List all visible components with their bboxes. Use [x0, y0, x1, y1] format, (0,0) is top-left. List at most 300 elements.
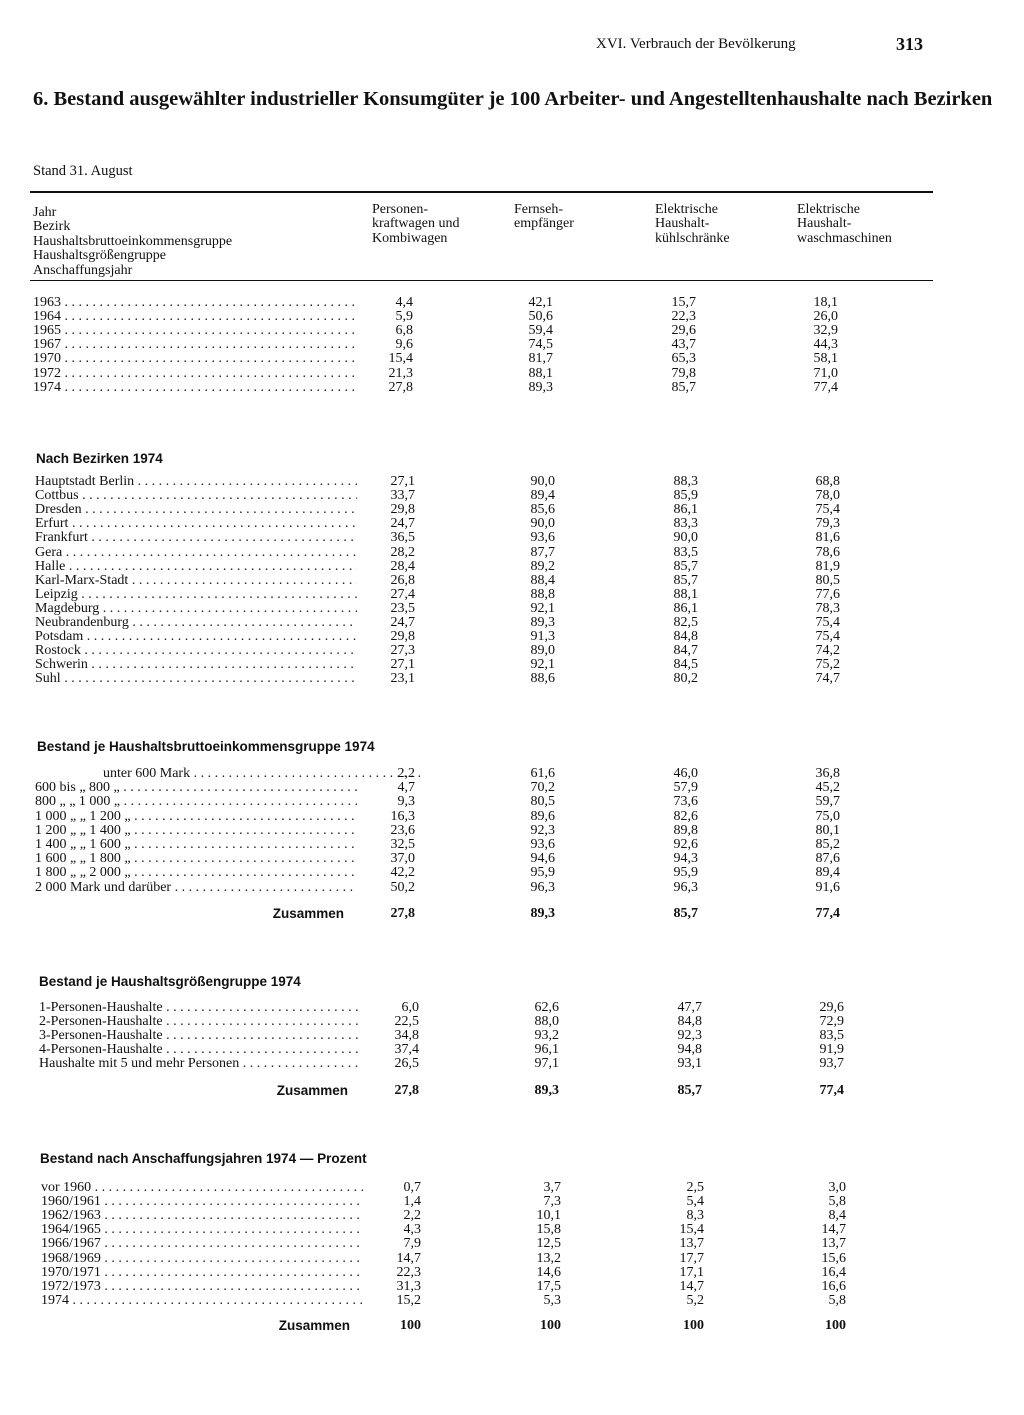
cell-wasch: 91,6 [815, 879, 840, 895]
cell-fernseh: 17,5 [536, 1278, 561, 1294]
table-row [33, 381, 848, 395]
cell-wasch: 91,9 [819, 1042, 844, 1058]
cell-wasch: 78,0 [815, 488, 840, 504]
total-label: Zusammen [278, 1318, 350, 1333]
cell-wasch: 32,9 [813, 323, 838, 339]
cell-pkw: 15,2 [396, 1292, 421, 1308]
cell-pkw: 9,3 [397, 794, 415, 810]
cell-wasch: 75,4 [815, 502, 840, 518]
column-header-line: Personen- [372, 202, 428, 217]
cell-wasch: 75,0 [815, 808, 840, 824]
cell-fernseh: 14,6 [536, 1264, 561, 1280]
cell-kuehl: 88,3 [673, 474, 698, 489]
row-label: Suhl . . . [35, 672, 357, 686]
row-label: 1974 . . . [41, 1294, 363, 1308]
cell-kuehl: 79,8 [671, 365, 696, 381]
total-cell-wasch: 77,4 [819, 1083, 844, 1098]
row-label: Leipzig . . . [35, 588, 357, 602]
cell-wasch: 89,4 [815, 865, 840, 881]
row-label: 2-Personen-Haushalte . . . [39, 1015, 361, 1029]
table-row [35, 810, 850, 824]
table-row [35, 574, 850, 588]
cell-pkw: 27,3 [390, 643, 415, 659]
total-cell-fernseh: 100 [540, 1318, 561, 1333]
table-row [35, 517, 850, 531]
cell-pkw: 37,4 [394, 1042, 419, 1058]
row-label: Halle . . . [35, 560, 357, 574]
column-header-pkw [372, 203, 459, 246]
cell-fernseh: 88,8 [530, 586, 555, 602]
cell-wasch: 75,4 [815, 615, 840, 630]
cell-wasch: 78,3 [815, 600, 840, 616]
cell-kuehl: 85,9 [673, 488, 698, 504]
row-label: 1-Personen-Haushalte . . . [39, 1001, 361, 1015]
table-row [33, 352, 848, 366]
column-header-fernseh [514, 203, 574, 232]
cell-fernseh: 88,4 [530, 572, 555, 588]
total-cell-wasch: 77,4 [815, 906, 840, 921]
table-row [39, 1043, 854, 1057]
cell-kuehl: 85,7 [673, 572, 698, 588]
cell-kuehl: 65,3 [671, 351, 696, 367]
cell-wasch: 77,6 [815, 586, 840, 602]
cell-pkw: 24,7 [390, 516, 415, 532]
cell-pkw: 29,8 [390, 629, 415, 645]
row-label: 1972 . . . [33, 367, 355, 381]
cell-pkw: 9,6 [395, 337, 413, 353]
cell-fernseh: 85,6 [530, 502, 555, 518]
cell-pkw: 22,5 [394, 1014, 419, 1030]
table-row [41, 1280, 856, 1294]
cell-pkw: 27,1 [390, 474, 415, 489]
cell-pkw: 7,9 [403, 1236, 421, 1252]
row-label: unter 600 Mark . . . [35, 767, 425, 781]
cell-kuehl: 84,8 [673, 629, 698, 645]
table-row [35, 866, 850, 880]
cell-wasch: 75,4 [815, 629, 840, 645]
cell-fernseh: 15,8 [536, 1222, 561, 1238]
table-row [35, 644, 850, 658]
cell-pkw: 26,8 [390, 572, 415, 588]
table-row [35, 546, 850, 560]
cell-pkw: 27,8 [388, 379, 413, 395]
column-header-line: Haushalt- [797, 216, 852, 232]
cell-pkw: 36,5 [390, 530, 415, 546]
table-row [35, 781, 850, 795]
table-row [35, 588, 850, 602]
cell-pkw: 23,5 [390, 600, 415, 616]
cell-fernseh: 10,1 [536, 1208, 561, 1224]
cell-wasch: 36,8 [815, 766, 840, 781]
cell-kuehl: 17,7 [679, 1250, 704, 1266]
row-label: 1968/1969 . . . [41, 1252, 363, 1266]
row-label: Neubrandenburg . . . [35, 616, 357, 630]
cell-wasch: 85,2 [815, 837, 840, 852]
cell-wasch: 58,1 [813, 351, 838, 367]
table-row [35, 531, 850, 545]
cell-kuehl: 86,1 [673, 600, 698, 616]
cell-fernseh: 42,1 [528, 295, 553, 310]
cell-pkw: 6,0 [401, 1000, 419, 1015]
cell-fernseh: 89,0 [530, 643, 555, 659]
table-row [39, 1029, 854, 1043]
cell-wasch: 74,7 [815, 671, 840, 687]
row-label: 1970 . . . [33, 352, 355, 366]
cell-fernseh: 92,3 [530, 822, 555, 838]
cell-kuehl: 85,7 [671, 379, 696, 395]
table-title: 6. Bestand ausgewählter industrieller Konsumgüter je 100 Arbeiter- und Angestelltenhaushalte nach Bezirken [33, 88, 993, 110]
total-cell-pkw: 27,8 [390, 906, 415, 921]
cell-fernseh: 12,5 [536, 1236, 561, 1252]
cell-kuehl: 86,1 [673, 502, 698, 518]
table-row [35, 475, 850, 489]
cell-fernseh: 91,3 [530, 629, 555, 645]
cell-fernseh: 93,6 [530, 837, 555, 852]
cell-fernseh: 62,6 [534, 1000, 559, 1015]
table-row [39, 1015, 854, 1029]
cell-fernseh: 96,1 [534, 1042, 559, 1058]
table-row [35, 881, 850, 895]
cell-fernseh: 97,1 [534, 1056, 559, 1072]
row-label: 1 400 „ „ 1 600 „ . . . [35, 838, 357, 852]
cell-pkw: 26,5 [394, 1056, 419, 1072]
total-cell-kuehl: 85,7 [677, 1083, 702, 1098]
row-label: 1960/1961 . . . [41, 1195, 363, 1209]
cell-fernseh: 93,6 [530, 530, 555, 546]
cell-pkw: 6,8 [395, 323, 413, 339]
cell-fernseh: 90,0 [530, 516, 555, 532]
cell-kuehl: 13,7 [679, 1236, 704, 1252]
table-row [35, 489, 850, 503]
table-row [35, 795, 850, 809]
cell-pkw: 22,3 [396, 1264, 421, 1280]
cell-pkw: 50,2 [390, 879, 415, 895]
row-label: 1964 . . . [33, 310, 355, 324]
cell-wasch: 81,9 [815, 558, 840, 574]
table-row [35, 824, 850, 838]
total-row [39, 1084, 854, 1098]
cell-wasch: 5,8 [828, 1292, 846, 1308]
row-label: 1966/1967 . . . [41, 1237, 363, 1251]
row-label: Schwerin . . . [35, 658, 357, 672]
table-row [41, 1195, 856, 1209]
total-cell-kuehl: 100 [683, 1318, 704, 1333]
cell-fernseh: 70,2 [530, 780, 555, 796]
cell-wasch: 71,0 [813, 365, 838, 381]
table-row [35, 602, 850, 616]
table-row [39, 1001, 854, 1015]
cell-kuehl: 47,7 [677, 1000, 702, 1015]
cell-kuehl: 89,8 [673, 822, 698, 838]
cell-pkw: 24,7 [390, 615, 415, 630]
row-label: 1 600 „ „ 1 800 „ . . . [35, 852, 357, 866]
cell-kuehl: 83,5 [673, 544, 698, 560]
table-row [35, 852, 850, 866]
cell-pkw: 16,3 [390, 808, 415, 824]
row-label: 1963 . . . [33, 296, 355, 310]
cell-kuehl: 5,2 [686, 1292, 704, 1308]
table-row [33, 310, 848, 324]
table-row [33, 338, 848, 352]
column-header-line: kühlschränke [655, 230, 730, 246]
total-cell-fernseh: 89,3 [530, 906, 555, 921]
row-label: 800 „ „ 1 000 „ . . . [35, 795, 357, 809]
cell-fernseh: 61,6 [530, 766, 555, 781]
table-row [41, 1252, 856, 1266]
total-label: Zusammen [276, 1083, 348, 1098]
cell-pkw: 23,1 [390, 671, 415, 687]
cell-kuehl: 92,6 [673, 837, 698, 852]
table-row [35, 658, 850, 672]
stub-header-line: Haushaltsgrößengruppe [33, 248, 166, 264]
section-title-anschaffung: Bestand nach Anschaffungsjahren 1974 — Prozent [40, 1151, 367, 1166]
cell-pkw: 28,2 [390, 544, 415, 560]
table-row [41, 1181, 856, 1195]
table-row [35, 672, 850, 686]
cell-fernseh: 93,2 [534, 1028, 559, 1044]
cell-kuehl: 2,5 [686, 1180, 704, 1195]
cell-kuehl: 82,5 [673, 615, 698, 630]
cell-fernseh: 89,6 [530, 808, 555, 824]
column-header-wasch [797, 203, 892, 246]
cell-fernseh: 92,1 [530, 657, 555, 673]
header-bottom-rule [30, 280, 933, 281]
cell-fernseh: 5,3 [543, 1292, 561, 1308]
table-row [41, 1294, 856, 1308]
table-row [41, 1266, 856, 1280]
cell-pkw: 28,4 [390, 558, 415, 574]
total-row [35, 907, 850, 921]
row-label: 1972/1973 . . . [41, 1280, 363, 1294]
header-top-rule [30, 191, 933, 193]
cell-fernseh: 74,5 [528, 337, 553, 353]
stub-header [33, 206, 232, 278]
cell-fernseh: 88,0 [534, 1014, 559, 1030]
row-label: Gera . . . [35, 546, 357, 560]
cell-wasch: 78,6 [815, 544, 840, 560]
cell-kuehl: 95,9 [673, 865, 698, 881]
cell-fernseh: 13,2 [536, 1250, 561, 1266]
cell-wasch: 77,4 [813, 379, 838, 395]
row-label: 1 200 „ „ 1 400 „ . . . [35, 824, 357, 838]
cell-kuehl: 43,7 [671, 337, 696, 353]
cell-kuehl: 15,4 [679, 1222, 704, 1238]
column-header-kuehl [655, 203, 730, 246]
cell-kuehl: 14,7 [679, 1278, 704, 1294]
cell-kuehl: 84,8 [677, 1014, 702, 1030]
row-label: Frankfurt . . . [35, 531, 357, 545]
table-row [41, 1223, 856, 1237]
table-row [33, 367, 848, 381]
cell-fernseh: 87,7 [530, 544, 555, 560]
cell-fernseh: 80,5 [530, 794, 555, 810]
cell-fernseh: 90,0 [530, 474, 555, 489]
cell-kuehl: 84,5 [673, 657, 698, 673]
cell-pkw: 1,4 [403, 1194, 421, 1210]
column-header-line: Fernseh- [514, 202, 563, 217]
cell-fernseh: 88,6 [530, 671, 555, 687]
cell-kuehl: 94,8 [677, 1042, 702, 1058]
row-label: Haushalte mit 5 und mehr Personen . . . [39, 1057, 361, 1071]
table-row [33, 324, 848, 338]
cell-fernseh: 95,9 [530, 865, 555, 881]
table-row [35, 630, 850, 644]
table-row [35, 503, 850, 517]
cell-pkw: 34,8 [394, 1028, 419, 1044]
table-row [35, 616, 850, 630]
row-label: 1965 . . . [33, 324, 355, 338]
stub-header-line: Bezirk [33, 219, 71, 235]
row-label: 1967 . . . [33, 338, 355, 352]
cell-wasch: 16,6 [821, 1278, 846, 1294]
total-label: Zusammen [272, 906, 344, 921]
cell-kuehl: 93,1 [677, 1056, 702, 1072]
cell-kuehl: 96,3 [673, 879, 698, 895]
cell-fernseh: 89,2 [530, 558, 555, 574]
cell-kuehl: 85,7 [673, 558, 698, 574]
cell-pkw: 4,7 [397, 780, 415, 796]
row-label: 600 bis „ 800 „ . . . [35, 781, 357, 795]
cell-pkw: 42,2 [390, 865, 415, 881]
cell-pkw: 15,4 [388, 351, 413, 367]
cell-wasch: 14,7 [821, 1222, 846, 1238]
table-row [33, 296, 848, 310]
row-label: Hauptstadt Berlin . . . [35, 475, 357, 489]
row-label: Erfurt . . . [35, 517, 357, 531]
column-header-line: Haushalt- [655, 216, 710, 232]
row-label: Rostock . . . [35, 644, 357, 658]
row-label: Magdeburg . . . [35, 602, 357, 616]
cell-pkw: 31,3 [396, 1278, 421, 1294]
row-label: 4-Personen-Haushalte . . . [39, 1043, 361, 1057]
cell-wasch: 16,4 [821, 1264, 846, 1280]
cell-kuehl: 90,0 [673, 530, 698, 546]
row-label: 3-Personen-Haushalte . . . [39, 1029, 361, 1043]
cell-wasch: 83,5 [819, 1028, 844, 1044]
cell-wasch: 79,3 [815, 516, 840, 532]
total-cell-pkw: 100 [400, 1318, 421, 1333]
row-label: 1964/1965 . . . [41, 1223, 363, 1237]
cell-pkw: 23,6 [390, 822, 415, 838]
column-header-line: Elektrische [797, 202, 860, 217]
cell-kuehl: 82,6 [673, 808, 698, 824]
cell-fernseh: 96,3 [530, 879, 555, 895]
cell-pkw: 4,3 [403, 1222, 421, 1238]
cell-pkw: 5,9 [395, 309, 413, 325]
total-row [41, 1319, 856, 1333]
cell-wasch: 3,0 [828, 1180, 846, 1195]
cell-kuehl: 94,3 [673, 851, 698, 867]
table-row [35, 838, 850, 852]
table-row [35, 560, 850, 574]
cell-wasch: 15,6 [821, 1250, 846, 1266]
cell-fernseh: 89,4 [530, 488, 555, 504]
section-title-einkommen: Bestand je Haushaltsbruttoeinkommensgruppe 1974 [37, 739, 375, 754]
column-header-line: empfänger [514, 216, 574, 232]
running-head: XVI. Verbrauch der Bevölkerung [596, 36, 796, 52]
cell-pkw: 0,7 [403, 1180, 421, 1195]
cell-kuehl: 29,6 [671, 323, 696, 339]
cell-pkw: 21,3 [388, 365, 413, 381]
cell-kuehl: 17,1 [679, 1264, 704, 1280]
row-label: Cottbus . . . [35, 489, 357, 503]
cell-wasch: 81,6 [815, 530, 840, 546]
cell-wasch: 87,6 [815, 851, 840, 867]
cell-kuehl: 22,3 [671, 309, 696, 325]
section-title-bezirke: Nach Bezirken 1974 [36, 451, 163, 466]
column-header-line: Elektrische [655, 202, 718, 217]
table-row [35, 767, 850, 781]
column-header-line: Kombiwagen [372, 230, 448, 246]
cell-kuehl: 80,2 [673, 671, 698, 687]
cell-wasch: 80,5 [815, 572, 840, 588]
total-cell-pkw: 27,8 [394, 1083, 419, 1098]
column-header-line: waschmaschinen [797, 230, 892, 246]
cell-kuehl: 83,3 [673, 516, 698, 532]
row-label: Potsdam . . . [35, 630, 357, 644]
cell-fernseh: 94,6 [530, 851, 555, 867]
total-cell-wasch: 100 [825, 1318, 846, 1333]
stand-note: Stand 31. August [33, 163, 133, 179]
cell-pkw: 27,4 [390, 586, 415, 602]
cell-wasch: 45,2 [815, 780, 840, 796]
table-row [41, 1209, 856, 1223]
row-label: Dresden . . . [35, 503, 357, 517]
cell-fernseh: 59,4 [528, 323, 553, 339]
cell-kuehl: 88,1 [673, 586, 698, 602]
cell-pkw: 14,7 [396, 1250, 421, 1266]
cell-wasch: 29,6 [819, 1000, 844, 1015]
cell-kuehl: 92,3 [677, 1028, 702, 1044]
cell-pkw: 37,0 [390, 851, 415, 867]
row-label: Karl-Marx-Stadt . . . [35, 574, 357, 588]
row-label: 1962/1963 . . . [41, 1209, 363, 1223]
section-title-groesse: Bestand je Haushaltsgrößengruppe 1974 [39, 974, 301, 989]
cell-wasch: 59,7 [815, 794, 840, 810]
row-label: 1970/1971 . . . [41, 1266, 363, 1280]
cell-wasch: 5,8 [828, 1194, 846, 1210]
cell-pkw: 32,5 [390, 837, 415, 852]
table-row [41, 1237, 856, 1251]
page-number: 313 [896, 34, 923, 54]
stub-header-line: Anschaffungsjahr [33, 262, 133, 278]
cell-wasch: 75,2 [815, 657, 840, 673]
cell-wasch: 44,3 [813, 337, 838, 353]
cell-fernseh: 92,1 [530, 600, 555, 616]
column-header-line: kraftwagen und [372, 216, 460, 232]
cell-wasch: 74,2 [815, 643, 840, 659]
cell-fernseh: 89,3 [528, 379, 553, 395]
cell-wasch: 13,7 [821, 1236, 846, 1252]
cell-wasch: 8,4 [828, 1208, 846, 1224]
cell-kuehl: 84,7 [673, 643, 698, 659]
cell-kuehl: 57,9 [673, 780, 698, 796]
cell-kuehl: 5,4 [686, 1194, 704, 1210]
cell-wasch: 80,1 [815, 822, 840, 838]
table-row [39, 1057, 854, 1071]
cell-pkw: 2,2 [403, 1208, 421, 1224]
cell-wasch: 68,8 [815, 474, 840, 489]
row-label: 1974 . . . [33, 381, 355, 395]
cell-wasch: 72,9 [819, 1014, 844, 1030]
row-label: 2 000 Mark und darüber . . . [35, 881, 357, 895]
cell-pkw: 4,4 [395, 295, 413, 310]
cell-pkw: 33,7 [390, 488, 415, 504]
row-label: 1 800 „ „ 2 000 „ . . . [35, 866, 357, 880]
row-label: vor 1960 . . . [41, 1181, 363, 1195]
stub-header-line: Jahr [33, 205, 57, 220]
cell-pkw: 29,8 [390, 502, 415, 518]
